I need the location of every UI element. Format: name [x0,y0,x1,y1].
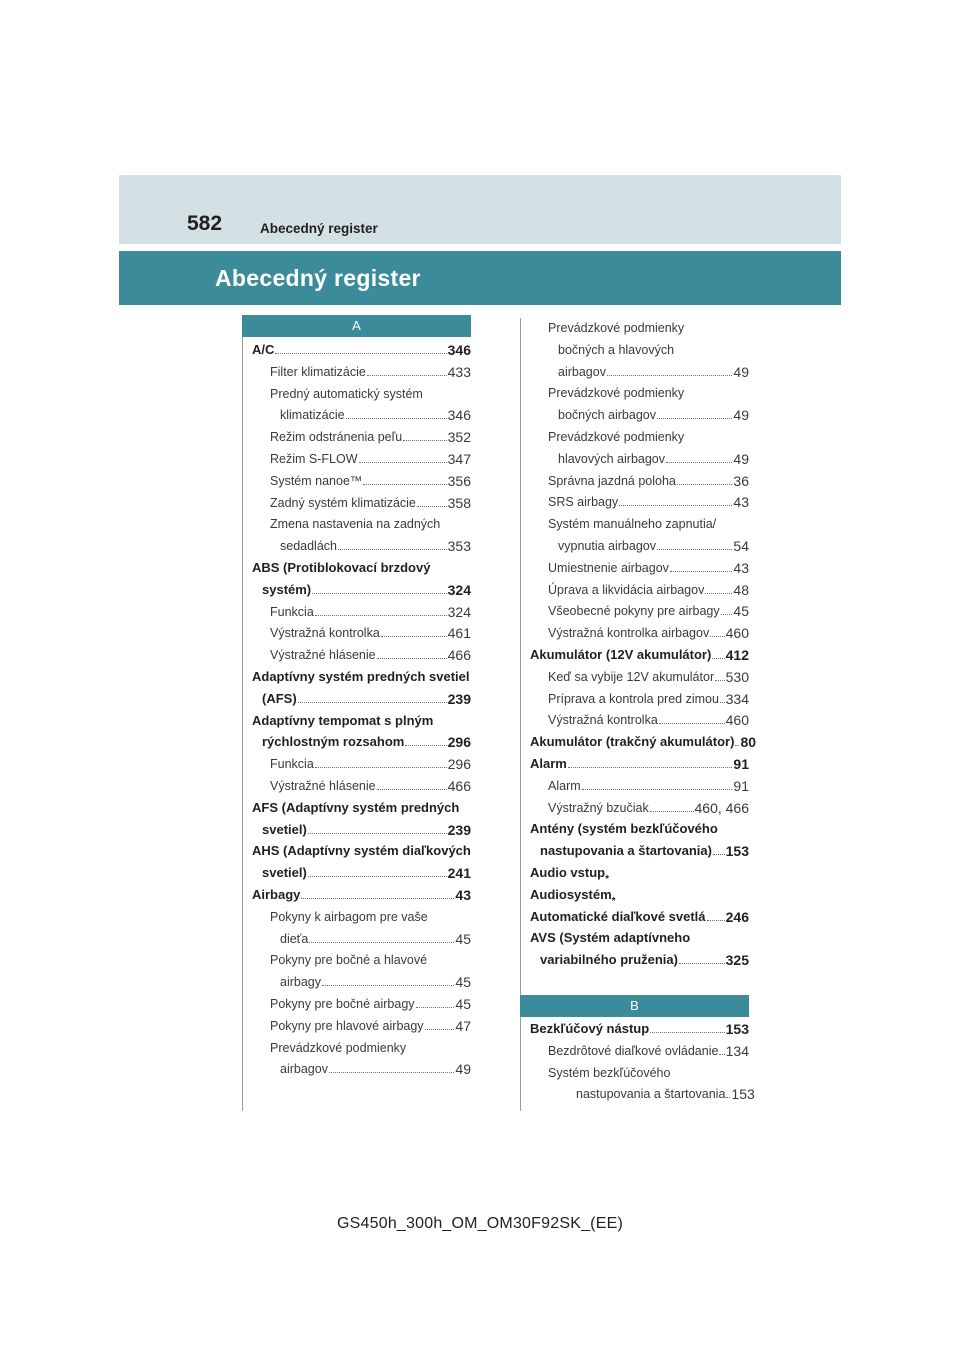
entry-label: svetiel) [262,865,307,881]
entry-label: Výstražný bzučiak [548,800,649,815]
leader-dots [309,942,454,943]
leader-dots [301,898,454,899]
index-entry [530,1062,755,1106]
leader-dots [710,636,724,637]
index-entry [530,470,749,492]
entry-label: Režim odstránenia peľu [270,430,403,445]
entry-page-ref[interactable]: 246 [725,908,749,925]
leader-dots [705,593,732,594]
entry-label: bočných a hlavových [558,342,675,357]
entry-label: sedadlách [280,539,337,554]
entry-label: Správna jazdná poloha [548,473,676,488]
entry-page-ref[interactable]: 460 [725,712,749,729]
index-entry [530,666,749,688]
leader-dots [416,1007,455,1008]
entry-label: Pokyny k airbagom pre vaše [270,909,428,924]
section-header-a: A [242,315,471,337]
leader-dots [721,614,733,615]
entry-label: Bezkľúčový nástup [530,1021,650,1036]
index-entry [252,797,471,841]
entry-label: Pokyny pre hlavové airbagy [270,1018,424,1033]
header-title: Abecedný register [260,221,378,236]
entry-page-ref[interactable]: 239 [447,690,471,707]
entry-page-ref[interactable]: 48 [733,581,749,598]
index-entry [530,753,749,775]
leader-dots [381,636,447,637]
leader-dots [666,462,732,463]
entry-page-ref[interactable]: 45 [455,930,471,947]
entry-page-ref[interactable]: 358 [447,494,471,511]
index-entry [530,622,749,644]
entry-label: Funkcia [270,757,314,772]
entry-label: Režim S-FLOW [270,451,358,466]
index-entry [252,666,471,710]
entry-page-ref[interactable]: 324 [447,581,471,598]
entry-label: A/C [252,342,275,357]
leader-dots [650,1032,724,1033]
entry-page-ref[interactable]: 153 [725,843,749,860]
entry-label: (AFS) [262,690,297,706]
entry-label: Prevádzkové podmienky [548,429,685,444]
entry-label: Pokyny pre bočné a hlavové [270,953,428,968]
index-entry [252,884,471,906]
entry-page-ref[interactable]: 49 [733,450,749,467]
entry-label: Adaptívny tempomat s plným [252,712,434,728]
entry-label: AFS (Adaptívny systém predných [252,799,460,815]
entry-label: dieťa [280,931,309,946]
leader-dots [377,789,447,790]
index-column-right-a [530,317,757,971]
entry-label: Zmena nastavenia na zadných [270,517,441,532]
entry-label: Bezdrôtové diaľkové ovládanie [548,1043,719,1058]
leader-dots [417,506,447,507]
leader-dots [275,353,446,354]
entry-page-ref[interactable]: 153 [725,1021,749,1037]
entry-label: Antény (systém bezkľúčového [530,821,718,837]
leader-dots [312,593,447,594]
leader-dots [568,767,733,768]
index-entry [530,644,749,666]
index-entry [530,1040,749,1062]
entry-label: ABS (Protiblokovací brzdový [252,559,431,575]
entry-page-ref[interactable]: 466 [447,777,471,794]
entry-label: Funkcia [270,604,314,619]
entry-label: svetiel) [262,821,307,837]
index-entry [252,361,471,383]
right-column-rule [520,318,521,1111]
entry-label: Predný automatický systém [270,386,423,401]
entry-label: nastupovania a štartovania) [540,843,712,859]
index-column-left [252,339,471,1080]
entry-label: Audio vstup [530,864,606,880]
entry-page-ref[interactable]: 460 [725,625,749,642]
entry-page-ref[interactable]: 134 [725,1042,749,1059]
left-column-rule [242,318,243,1111]
entry-label: Akumulátor (trakčný akumulátor) [530,734,735,750]
entry-label: Výstražná kontrolka [270,626,380,641]
section-header-b: B [520,995,749,1017]
entry-page-ref[interactable]: 45 [455,995,471,1012]
page-title: Abecedný register [215,265,421,291]
leader-dots [719,1054,724,1055]
index-entry [530,557,749,579]
index-entry [252,383,471,427]
index-entry [530,382,749,426]
entry-page-ref[interactable]: 239 [447,821,471,838]
index-entry [252,644,471,666]
entry-label: Príprava a kontrola pred zimou [548,691,719,706]
index-entry [530,927,749,971]
leader-dots [377,658,447,659]
entry-label: Alarm [530,755,567,771]
entry-page-ref[interactable]: 353 [447,538,471,555]
entry-page-ref[interactable]: 433 [447,363,471,380]
leader-dots [720,702,725,703]
entry-label: Prevádzkové podmienky [548,386,685,401]
index-entry [252,426,471,448]
entry-page-ref[interactable]: 45 [455,974,471,991]
leader-dots [405,745,446,746]
entry-page-ref[interactable]: 43 [733,494,749,511]
entry-label: klimatizácie [280,408,345,423]
leader-dots [657,549,732,550]
entry-label: Výstražná kontrolka airbagov [548,626,710,641]
leader-dots [308,876,447,877]
index-entry [252,470,471,492]
entry-page-ref[interactable]: 153 [731,1086,755,1103]
entry-label: systém) [262,581,312,597]
entry-label: Prevádzkové podmienky [270,1040,407,1055]
entry-label: airbagy [280,975,321,990]
index-entry [530,709,749,731]
index-entry: Audio vstup * [530,864,610,885]
entry-page-ref[interactable]: 412 [725,646,749,663]
entry-label: Keď sa vybije 12V akumulátor [548,669,715,684]
index-entry [530,426,749,470]
entry-label: hlavových airbagov [558,451,666,466]
leader-dots [657,418,732,419]
leader-dots [650,811,694,812]
entry-page-ref[interactable]: 324 [447,603,471,620]
index-entry [530,775,749,797]
leader-dots [346,418,447,419]
entry-label: Audiosystém [530,886,612,902]
index-entry [530,491,749,513]
entry-page-ref[interactable]: 45 [733,603,749,620]
entry-label: Umiestnenie airbagov [548,560,669,575]
index-entry [530,579,749,601]
leader-dots [659,723,725,724]
leader-dots [707,920,725,921]
leader-dots [329,1072,454,1073]
entry-label: Všeobecné pokyny pre airbagy [548,604,720,619]
leader-dots [677,484,733,485]
leader-dots [359,462,447,463]
index-entry [252,513,471,557]
entry-page-ref[interactable]: 347 [447,450,471,467]
index-entry [252,993,471,1015]
entry-label: Úprava a likvidácia airbagov [548,582,705,597]
leader-dots [315,615,447,616]
index-entry [252,339,471,361]
entry-label: Výstražné hlásenie [270,778,376,793]
entry-page-ref[interactable]: 466 [447,647,471,664]
entry-page-ref[interactable]: 36 [733,472,749,489]
entry-label: Výstražné hlásenie [270,648,376,663]
index-entry [252,1037,471,1081]
entry-label: airbagov [558,364,606,379]
header-band [119,175,841,244]
page-number: 582 [187,212,223,235]
index-entry [252,557,471,601]
index-entry [252,949,471,993]
entry-label: Airbagy [252,886,301,902]
leader-dots [322,985,454,986]
index-entry [530,317,749,382]
entry-page-ref[interactable]: 49 [733,407,749,424]
entry-page-ref[interactable]: 49 [455,1061,471,1078]
index-entry [530,906,749,928]
entry-page-ref[interactable]: 296 [447,734,471,751]
index-entry [530,797,749,819]
leader-dots [367,375,447,376]
leader-dots [726,1097,730,1098]
entry-page-ref[interactable]: 530 [725,668,749,685]
entry-page-ref[interactable]: 460, 466 [694,799,749,816]
leader-dots [298,702,447,703]
entry-page-ref[interactable]: 325 [725,952,749,969]
leader-dots [619,505,732,506]
entry-page-ref[interactable]: 47 [455,1017,471,1034]
index-entry [252,622,471,644]
leader-dots [315,767,447,768]
index-entry [252,1015,471,1037]
entry-page-ref[interactable]: 91 [733,777,749,794]
entry-page-ref[interactable]: 346 [447,407,471,424]
index-entry: Audiosystém * [530,886,616,907]
index-column-right-b [530,1018,755,1105]
entry-page-ref[interactable]: 346 [447,342,471,358]
entry-label: Systém nanoe™ [270,473,363,488]
entry-page-ref[interactable]: 91 [733,755,749,772]
leader-dots [735,745,739,746]
entry-label: Zadný systém klimatizácie [270,495,416,510]
entry-page-ref[interactable]: 334 [725,690,749,707]
leader-dots [363,484,446,485]
leader-dots [425,1029,455,1030]
entry-label: Prevádzkové podmienky [548,321,685,335]
entry-label: AHS (Adaptívny systém diaľkových [252,843,471,859]
leader-dots [582,789,733,790]
index-entry [530,513,749,557]
entry-label: bočných airbagov [558,408,656,423]
entry-label: Alarm [548,778,581,793]
leader-dots [403,440,446,441]
index-entry [252,710,471,754]
entry-page-ref[interactable]: 54 [733,537,749,554]
entry-page-ref[interactable]: 241 [447,865,471,882]
index-entry [530,600,749,622]
index-entry [252,775,471,797]
index-entry [252,492,471,514]
entry-label: vypnutia airbagov [558,538,656,553]
entry-label: Filter klimatizácie [270,364,366,379]
entry-page-ref[interactable]: 43 [455,886,471,903]
entry-label: SRS airbagy [548,495,619,510]
entry-label: rýchlostným rozsahom [262,734,405,750]
index-entry [530,731,757,753]
leader-dots [679,963,725,964]
entry-page-ref[interactable]: 49 [733,363,749,380]
entry-label: AVS (Systém adaptívneho [530,930,691,946]
leader-dots [712,658,724,659]
entry-label: airbagov [280,1062,328,1077]
leader-dots [308,833,447,834]
entry-label: Adaptívny systém predných svetiel [252,668,470,684]
leader-dots [338,549,447,550]
entry-page-ref[interactable]: 43 [733,559,749,576]
leader-dots [715,680,725,681]
index-entry [252,601,471,623]
index-entry [252,753,471,775]
entry-page-ref[interactable]: 296 [447,756,471,773]
entry-label: Akumulátor (12V akumulátor) [530,646,712,662]
leader-dots [670,571,733,572]
document-code: GS450h_300h_OM_OM30F92SK_(EE) [337,1215,623,1232]
entry-page-ref[interactable]: 352 [447,429,471,446]
entry-label: variabilného pruženia) [540,952,678,968]
index-entry [252,840,471,884]
index-entry [530,688,749,710]
index-entry [252,448,471,470]
entry-page-ref[interactable]: 461 [447,625,471,642]
entry-label: nastupovania a štartovania [576,1087,726,1102]
entry-label: Automatické diaľkové svetlá [530,908,706,924]
leader-dots [713,854,725,855]
entry-page-ref[interactable]: 356 [447,472,471,489]
index-entry [530,818,749,862]
entry-label: Systém manuálneho zapnutia/ [548,517,717,532]
entry-label: Výstražná kontrolka [548,713,658,728]
entry-label: Pokyny pre bočné airbagy [270,996,415,1011]
index-entry [530,1018,749,1040]
entry-page-ref[interactable]: 80 [740,734,757,751]
index-entry [252,906,471,950]
leader-dots [607,375,732,376]
entry-label: Systém bezkľúčového [548,1065,671,1080]
